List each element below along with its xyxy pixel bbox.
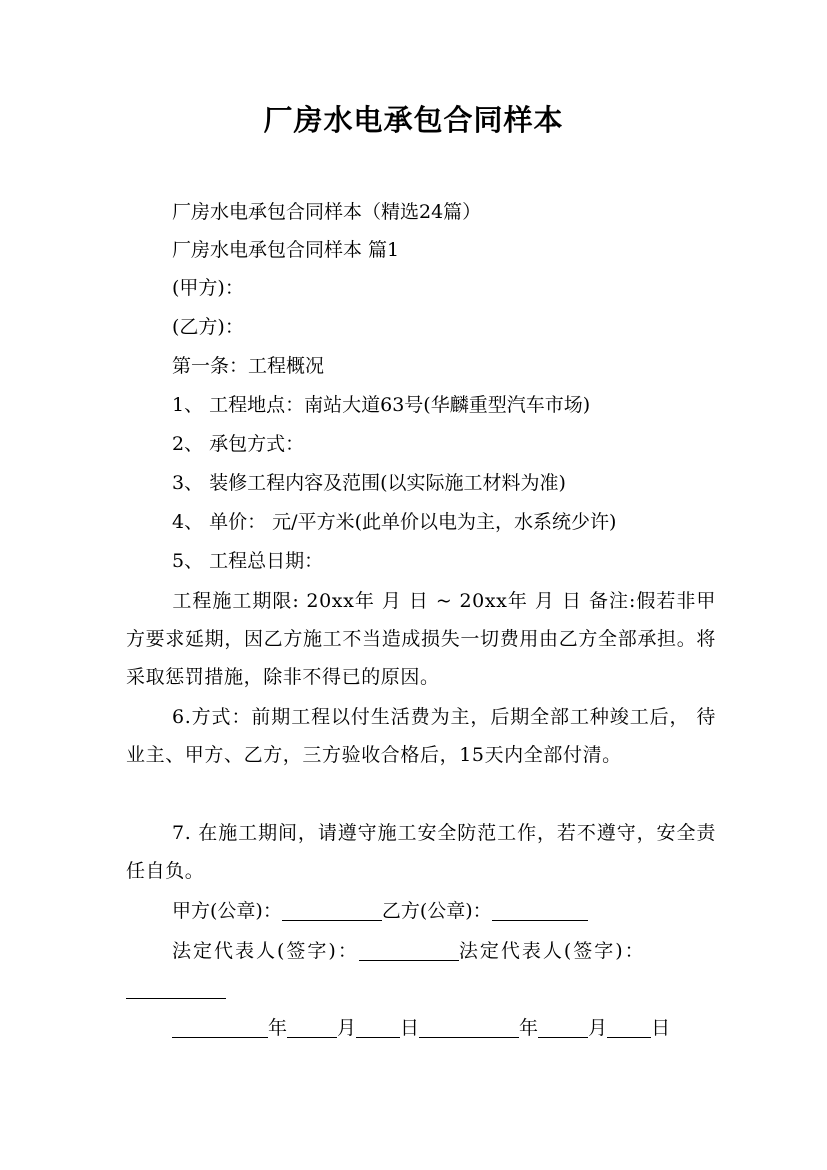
party-b-seal-label: 乙方(公章)：	[381, 900, 492, 922]
subtitle: 厂房水电承包合同样本（精选24篇）	[172, 201, 482, 223]
safety-paragraph	[126, 814, 716, 890]
party-b-seal-blank	[492, 900, 588, 921]
date-a-year-blank	[172, 1017, 268, 1038]
document-title: 厂房水电承包合同样本	[263, 103, 564, 137]
item-5-total-period: 5、 工程总日期：	[172, 550, 324, 572]
party-a-seal-label: 甲方(公章)：	[172, 900, 282, 922]
item-1-location: 1、 工程地点：南站大道63号(华麟重型汽车市场)	[172, 394, 591, 416]
party-b-label: (乙方)：	[172, 316, 244, 338]
date-a-day-blank	[356, 1017, 400, 1038]
date-b-day-label: 日	[651, 1017, 671, 1039]
safety-paragraph-text: 7. 在施工期间，请遵守施工安全防范工作，若不遵守，安全责任自负。	[126, 822, 716, 882]
item-3-scope: 3、 装修工程内容及范围(以实际施工材料为准)	[172, 472, 566, 494]
payment-paragraph-text: 6.方式：前期工程以付生活费为主，后期全部工种竣工后， 待业主、甲方、乙方，三方验收合格后，15天内全部付清。	[126, 706, 716, 766]
date-a-month-label: 月	[337, 1017, 357, 1039]
legal-rep-b-label: 法定代表人(签字)：	[458, 940, 646, 962]
date-b-year-label: 年	[519, 1017, 539, 1039]
date-b-year-blank	[419, 1017, 519, 1038]
item-4-unit-price: 4、 单价： 元/平方米(此单价以电为主，水系统少许)	[172, 511, 617, 533]
legal-rep-a-label: 法定代表人(签字)：	[172, 940, 359, 962]
date-a-year-label: 年	[268, 1017, 288, 1039]
period-paragraph-text: 工程施工期限: 20xx年 月 日 ~ 20xx年 月 日 备注:假若非甲方要求延期，因乙方施工不当造成损失一切费用由乙方全部承担。将采取惩罚措施，除非不得已的原因。	[126, 590, 716, 688]
date-b-month-label: 月	[588, 1017, 608, 1039]
payment-paragraph	[126, 698, 716, 774]
legal-rep-a-blank	[359, 940, 459, 961]
chapter-heading: 厂房水电承包合同样本 篇1	[172, 239, 400, 261]
party-a-seal-blank	[282, 900, 382, 921]
date-b-month-blank	[538, 1017, 588, 1038]
date-line	[172, 1014, 670, 1042]
seal-line	[172, 897, 588, 925]
party-a-label: (甲方)：	[172, 277, 244, 299]
legal-rep-line	[172, 937, 646, 965]
legal-rep-b-blank	[126, 978, 226, 999]
date-a-day-label: 日	[400, 1017, 420, 1039]
period-paragraph	[126, 582, 716, 696]
legal-rep-b-blank-line	[126, 975, 226, 1003]
date-b-day-blank	[607, 1017, 651, 1038]
article-1-heading: 第一条：工程概况	[172, 355, 325, 377]
item-2-contract-method: 2、 承包方式：	[172, 433, 305, 455]
date-a-month-blank	[287, 1017, 337, 1038]
